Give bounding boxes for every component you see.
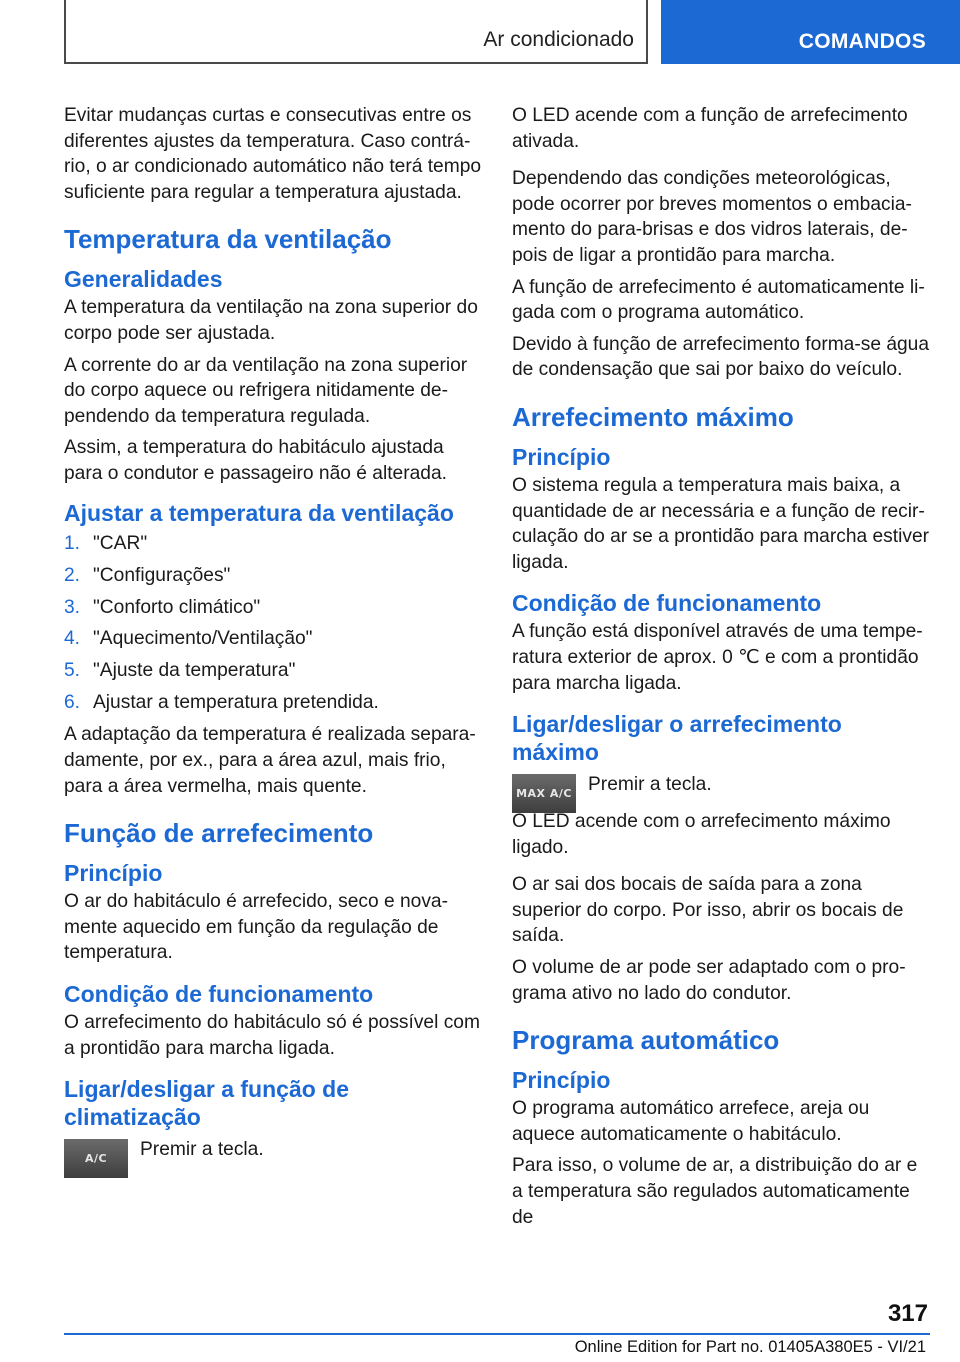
heading-cooling: Função de arrefecimento <box>64 818 374 849</box>
paragraph: A corrente do ar da ventilação na zona superior do corpo aquece ou refrigera nitidamente dependendo da temperatura regulada. <box>64 354 468 427</box>
list-item <box>64 563 484 589</box>
step-number: 4. <box>64 628 81 650</box>
ac-button-row <box>64 1137 484 1178</box>
paragraph: O LED acende com a função de arrefecimento ativada. <box>512 105 908 152</box>
step-number: 2. <box>64 564 81 586</box>
paragraph: O volume de ar pode ser adaptado com o programa ativo no lado do condutor. <box>512 957 906 1004</box>
list-item <box>64 531 484 557</box>
paragraph: Para isso, o volume de ar, a distribuição do ar e a temperatura são regulados automaticamente de <box>512 1155 918 1228</box>
list-item <box>64 690 484 716</box>
paragraph: O programa automático arrefece, areja ou aquece automaticamente o habitáculo. <box>512 1098 870 1145</box>
paragraph: Assim, a temperatura do habitáculo ajustada para o condutor e passageiro não é alterada. <box>64 437 447 484</box>
heading-max-cooling: Arrefecimento máximo <box>512 401 794 432</box>
step-text: "Ajuste da temperatura" <box>93 660 296 682</box>
button-text <box>588 772 712 804</box>
chapter-title: Ar condicionado <box>483 28 634 51</box>
page-number: 317 <box>887 1300 928 1327</box>
step-number: 5. <box>64 660 81 682</box>
step-number: 6. <box>64 692 81 714</box>
heading-onoff-ac: Ligar/desligar a função de climatização <box>64 1076 350 1131</box>
max-ac-button-row <box>512 772 930 813</box>
section-tab-label: COMANDOS <box>798 30 926 53</box>
steps-list <box>64 531 484 717</box>
paragraph: Premir a tecla. <box>140 1139 264 1161</box>
intro-paragraph: Evitar mudanças curtas e consecutivas entre os diferentes ajustes da temperatura. Caso contrário, o ar condicionado automático não terá tempo suficiente para regular a temperatura ajustada. <box>64 105 482 203</box>
list-item <box>64 626 484 652</box>
heading-condition: Condição de funcionamento <box>512 590 822 617</box>
heading-general: Generalidades <box>64 266 223 293</box>
heading-auto-program: Programa automático <box>512 1025 780 1056</box>
button-text <box>140 1137 264 1169</box>
step-number: 3. <box>64 596 81 618</box>
paragraph: Premir a tecla. <box>588 774 712 796</box>
step-number: 1. <box>64 532 81 554</box>
ac-button-icon: A/C <box>64 1139 128 1178</box>
footer-divider <box>64 1333 930 1335</box>
step-text: Ajustar a temperatura pretendida. <box>93 692 379 714</box>
step-text: "CAR" <box>93 532 148 554</box>
heading-vent-temp: Temperatura da ventilação <box>64 224 392 255</box>
paragraph: O ar sai dos bocais de saída para a zona superior do corpo. Por isso, abrir os bocais de saída. <box>512 874 904 947</box>
paragraph: Dependendo das condições meteorológicas, pode ocorrer por breves momentos o embaciamento do para-brisas e dos vidros laterais, depois de ligar a prontidão para marcha. <box>512 168 912 266</box>
paragraph: A função de arrefecimento é automaticamente ligada com o programa automático. <box>512 276 925 324</box>
heading-condition: Condição de funcionamento <box>64 981 374 1007</box>
heading-principle: Princípio <box>512 1067 611 1094</box>
paragraph: A função está disponível através de uma temperatura exterior de aprox. 0 ℃ e com a prontidão para marcha ligada. <box>512 621 923 694</box>
list-item <box>64 595 484 621</box>
edition-text: Online Edition for Part no. 01405A380E5 - VI/21 <box>574 1338 926 1356</box>
heading-adjust: Ajustar a temperatura da ventilação <box>64 499 454 526</box>
list-item <box>64 658 484 684</box>
step-text: "Conforto climático" <box>93 596 261 618</box>
left-column <box>64 103 484 1178</box>
paragraph: O arrefecimento do habitáculo só é possível com a prontidão para marcha ligada. <box>64 1012 480 1059</box>
section-tab[interactable] <box>661 0 960 64</box>
heading-principle: Princípio <box>64 860 163 887</box>
step-text: "Configurações" <box>93 564 231 586</box>
paragraph: O LED acende com o arrefecimento máximo ligado. <box>512 811 891 858</box>
paragraph: A temperatura da ventilação na zona superior do corpo pode ser ajustada. <box>64 297 478 344</box>
paragraph: Devido à função de arrefecimento forma-se água de condensação que sai por baixo do veículo. <box>512 333 930 381</box>
right-column <box>512 103 930 1236</box>
paragraph: A adaptação da temperatura é realizada separadamente, por ex., para a área azul, mais frio, para a área vermelha, mais quente. <box>64 724 476 797</box>
paragraph: O ar do habitáculo é arrefecido, seco e novamente aquecido em função da regulação de temperatura. <box>64 891 448 964</box>
step-text: "Aquecimento/Ventilação" <box>93 628 313 650</box>
header-frame <box>64 0 648 64</box>
heading-principle: Princípio <box>512 443 611 470</box>
max-ac-button-icon: MAX A/C <box>512 774 576 813</box>
paragraph: O sistema regula a temperatura mais baixa, a quantidade de ar necessária e a função de recirculação do ar se a prontidão para marcha estiver ligada. <box>512 474 930 573</box>
heading-onoff-max: Ligar/desligar o arrefecimento máximo <box>512 711 842 766</box>
